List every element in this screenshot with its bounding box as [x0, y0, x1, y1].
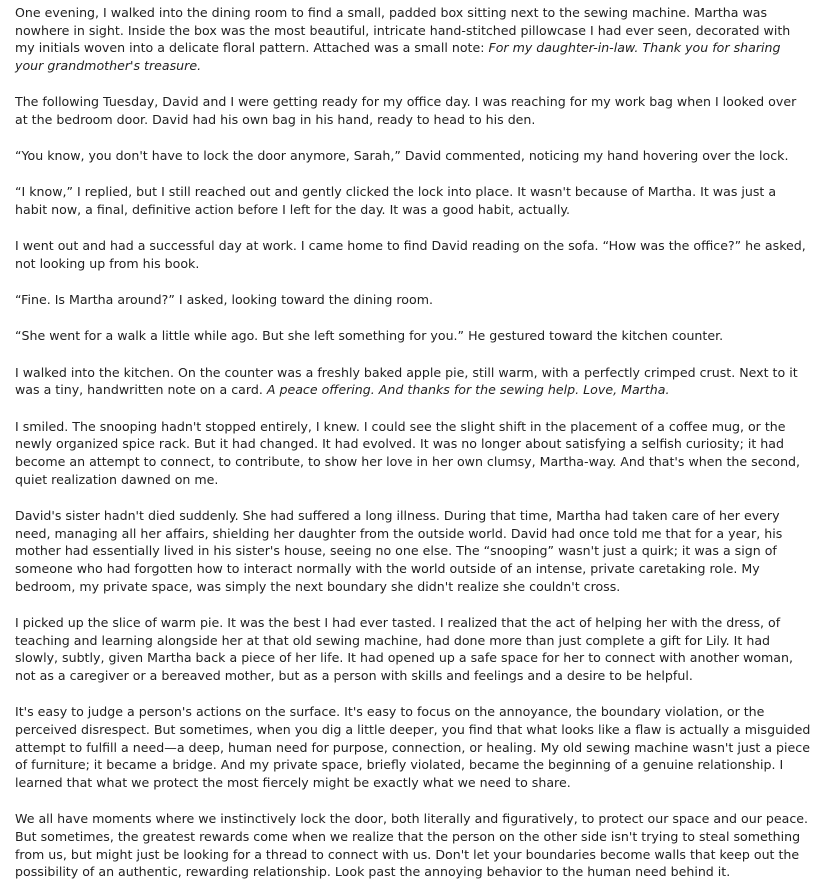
paragraph-went-for-walk: [15, 327, 812, 345]
paragraph-text: “She went for a walk a little while ago. But she left something for you.” He gestured toward the kitchen counter.: [15, 328, 724, 344]
paragraph-text: David's sister hadn't died suddenly. She had suffered a long illness. During that time, Martha had taken care of her every need, managing all her affairs, shielding her daughter from the outside world. David had once told me that for a year, his mother had essentially lived in his sister's house, seeing no one else. The “snooping” wasn't just a quirk; it was a sign of someone who had forgotten how to interact normally with the world outside of an intense, private caretaking role. My bedroom, my private space, was simply the next boundary she didn't realize she couldn't cross.: [15, 507, 783, 594]
paragraph-text: “You know, you don't have to lock the door anymore, Sarah,” David commented, noticing my hand hovering over the lock.: [15, 148, 789, 164]
paragraph-text: I picked up the slice of warm pie. It was the best I had ever tasted. I realized that the act of helping her with the dress, of teaching and learning alongside her at that old sewing machine, had done more than just complete a gift for Lily. It had slowly, subtly, given Martha back a piece of her life. It had opened up a safe space for her to connect with another woman, not as a caregiver or a bereaved mother, but as a person with skills and feelings and a desire to be helpful.: [15, 614, 794, 683]
paragraph-martha-around: [15, 291, 812, 309]
note-text: For my daughter-in-law. Thank you for sharing your grandmother's treasure.: [15, 40, 781, 74]
paragraph-text: I walked into the kitchen. On the counter was a freshly baked apple pie, still warm, with a perfectly crimped crust. Next to it was a tiny, handwritten note on a card.: [15, 364, 798, 398]
paragraph-sister-illness: [15, 507, 812, 596]
paragraph-text: “Fine. Is Martha around?” I asked, looking toward the dining room.: [15, 292, 433, 308]
note-text: A peace offering. And thanks for the sewing help. Love, Martha.: [266, 382, 670, 398]
paragraph-tuesday: [15, 93, 812, 128]
paragraph-text: “I know,” I replied, but I still reached out and gently clicked the lock into place. It wasn't because of Martha. It was just a habit now, a final, definitive action before I left for the day. It was a good habit, actually.: [15, 184, 777, 218]
paragraph-david-lock: [15, 147, 812, 165]
paragraph-text: I smiled. The snooping hadn't stopped entirely, I knew. I could see the slight shift in the placement of a coffee mug, or the newly organized spice rack. But it had changed. It had evolved. It was no longer about satisfying a selfish curiosity; it had become an attempt to connect, to contribute, to show her love in her own clumsy, Martha-way. And that's when the second, quiet realization dawned on me.: [15, 418, 801, 487]
paragraph-pillowcase: [15, 4, 812, 75]
paragraph-text: One evening, I walked into the dining room to find a small, padded box sitting next to the sewing machine. Martha was nowhere in sight. Inside the box was the most beautiful, intricate hand-stitched pillowcase I had ever seen, decorated with my initials woven into a delicate floral pattern. Attached was a small note:: [15, 5, 791, 56]
paragraph-lock-the-door: [15, 810, 812, 881]
paragraph-text: It's easy to judge a person's actions on the surface. It's easy to focus on the annoyance, the boundary violation, or the perceived disrespect. But sometimes, when you dig a little deeper, you find that what looks like a flaw is actually a misguided attempt to fulfill a need—a deep, human need for purpose, connection, or healing. My old sewing machine wasn't just a piece of furniture; it became a bridge. And my private space, briefly violated, became the beginning of a genuine relationship. I learned that what we protect the most fiercely might be exactly what we need to share.: [15, 704, 811, 790]
paragraph-apple-pie: [15, 364, 812, 399]
paragraph-text: I went out and had a successful day at work. I came home to find David reading on the sofa. “How was the office?” he asked, not looking up from his book.: [15, 238, 806, 272]
paragraph-text: We all have moments where we instinctively lock the door, both literally and figuratively, to protect our space and our peace. But sometimes, the greatest rewards come when we realize that the person on the other side isn't trying to steal something from us, but might just be looking for a thread to connect with us. Don't let your boundaries become walls that keep out the possibility of an authentic, rewarding relationship. Look past the annoying behavior to the human need behind it.: [15, 811, 809, 880]
paragraph-warm-pie: [15, 614, 812, 685]
paragraph-snooping-changed: [15, 418, 812, 489]
paragraph-sarah-reply: [15, 183, 812, 218]
paragraph-text: The following Tuesday, David and I were getting ready for my office day. I was reaching for my work bag when I looked over at the bedroom door. David had his own bag in his hand, ready to head to his den.: [15, 94, 797, 128]
paragraph-work-day: [15, 237, 812, 272]
paragraph-easy-to-judge: [15, 703, 812, 792]
